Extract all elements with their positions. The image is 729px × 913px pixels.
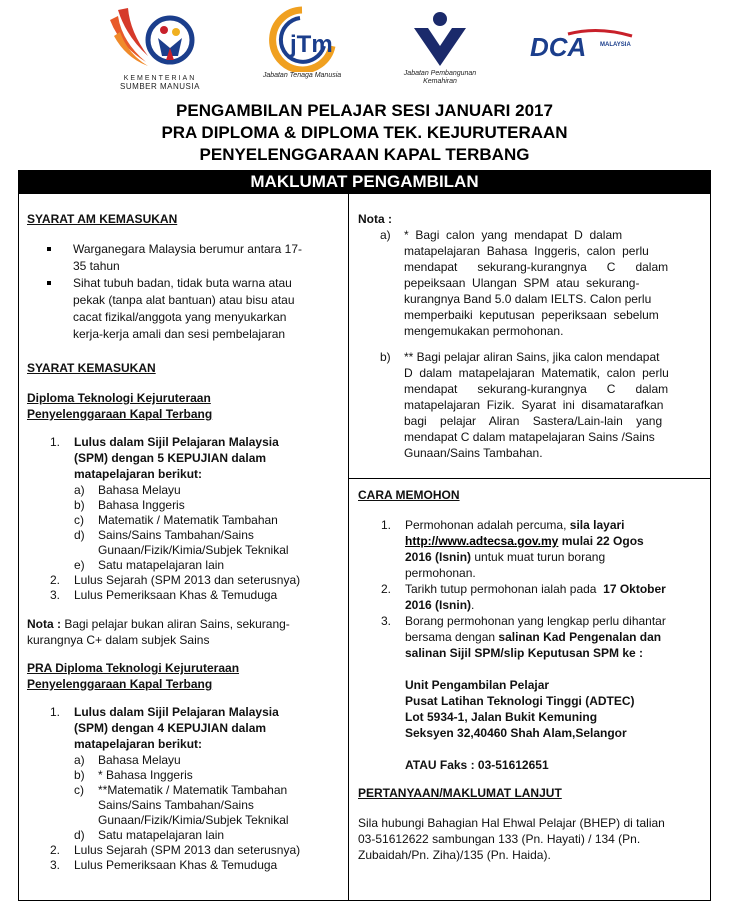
nota-a-line: * Bagi calon yang mendapat D dalam [404, 228, 623, 242]
diploma-item-1 [50, 435, 342, 483]
ksm-caption-line2: SUMBER MANUSIA [120, 82, 200, 91]
title-line-1: PENGAMBILAN PELAJAR SESI JANUARI 2017 [176, 101, 553, 120]
jtm-caption: Jabatan Tenaga Manusia [262, 72, 342, 79]
list-item [74, 528, 342, 543]
list-letter: d) [74, 828, 85, 842]
syarat-am-list [27, 242, 342, 344]
nota-a-line: memperbaiki keputusan peperiksaan sebelum [404, 308, 659, 322]
diploma-item-3 [50, 588, 342, 603]
subject-text: Bahasa Inggeris [98, 498, 185, 512]
subject-text: Gunaan/Fizik/Kimia/Subjek Teknikal [98, 813, 289, 827]
jpk-caption-line1: Jabatan Pembangunan [403, 70, 477, 77]
nota-b [358, 350, 700, 462]
syarat-am-heading: SYARAT AM KEMASUKAN [27, 212, 178, 226]
left-nota [27, 617, 342, 649]
diploma-subjects [74, 483, 342, 573]
pra-diploma-heading-2: Penyelenggaraan Kapal Terbang [27, 677, 213, 691]
list-letter: c) [74, 783, 84, 797]
dca-sub: MALAYSIA [600, 42, 631, 48]
cara-3-text: Borang permohonan yang lengkap perlu dihantar [405, 614, 666, 628]
cara-item-3 [381, 614, 702, 662]
cara-2-text: Tarikh tutup permohonan ialah pada [405, 582, 604, 596]
syarat-kemasukan-heading: SYARAT KEMASUKAN [27, 361, 156, 375]
nota-a-line: mendapat sekurang-kurangnya C dalam [404, 260, 669, 274]
subject-text: Gunaan/Fizik/Kimia/Subjek Teknikal [98, 543, 289, 557]
list-number: 3. [50, 588, 61, 602]
pra-item-1-line: matapelajaran berikut: [74, 737, 203, 751]
jtm-logo [252, 6, 352, 72]
cara-1-date-day: 2016 (Isnin) [405, 550, 472, 564]
diploma-item-3-text: Lulus Pemeriksaan Khas & Temuduga [74, 588, 278, 602]
pra-subjects [74, 753, 342, 843]
syarat-am-item-1 [73, 242, 342, 276]
list-number: 3. [50, 858, 61, 872]
cara-3-text: bersama dengan [405, 630, 499, 644]
dca-logo [528, 28, 638, 64]
address-line: Lot 5934-1, Jalan Bukit Kemuning [405, 710, 598, 724]
section-banner: MAKLUMAT PENGAMBILAN [18, 170, 711, 194]
list-number: 1. [50, 705, 61, 719]
syarat-am-line: cacat fizikal/anggota yang menyukarkan [73, 310, 287, 324]
list-item [98, 813, 342, 828]
subject-text: Matematik / Matematik Tambahan [98, 513, 278, 527]
cara-3-bold: salinan Sijil SPM/slip Keputusan SPM ke : [405, 646, 644, 660]
nota-label: Nota : [27, 617, 61, 631]
nota-a-line: kurangnya Band 5.0 dalam IELTS. Calon perlu [404, 292, 652, 306]
subject-text: Satu matapelajaran lain [98, 558, 225, 572]
nota-a-line: pepeiksaan Ulangan SPM atau sekurang- [404, 276, 640, 290]
pra-item-1-line: (SPM) dengan 4 KEPUJIAN dalam [74, 721, 267, 735]
nota-b-line: bagi pelajar Aliran Sastera/Lain-lain yang [404, 414, 663, 428]
nota-b-line: matapelajaran Fizik. Syarat ini disamatarafkan [404, 398, 664, 412]
nota-a [358, 228, 700, 340]
dca-mark: DCA [530, 32, 587, 62]
cara-3-bold: salinan Kad Pengenalan dan [498, 630, 662, 644]
subject-text: Sains/Sains Tambahan/Sains [98, 528, 254, 542]
address-line: Pusat Latihan Teknologi Tinggi (ADTEC) [405, 694, 635, 708]
nota-b-line: mendapat C dalam matapelajaran Sains /Sains [404, 430, 655, 444]
list-item [98, 798, 342, 813]
nota-text: Bagi pelajar bukan aliran Sains, sekurang- [61, 617, 290, 631]
nota-a-line: matapelajaran Bahasa Inggeris, calon perlu [404, 244, 649, 258]
cara-1-text: Permohonan adalah percuma, [405, 518, 570, 532]
right-column [358, 212, 702, 462]
list-item [74, 558, 342, 573]
list-number: 2. [50, 843, 61, 857]
pertanyaan-heading: PERTANYAAN/MAKLUMAT LANJUT [358, 786, 562, 800]
list-letter: a) [380, 228, 391, 242]
list-number: 1. [381, 518, 392, 532]
cara-1-text: permohonan. [405, 566, 476, 580]
pra-item-1-line: Lulus dalam Sijil Pelajaran Malaysia [74, 705, 279, 719]
jpk-caption [386, 70, 494, 86]
right-nota-label: Nota : [358, 212, 392, 226]
right-section-divider [348, 478, 710, 479]
pra-diploma-heading-1: PRA Diploma Teknologi Kejuruteraan [27, 661, 240, 675]
cara-item-2 [381, 582, 702, 614]
list-letter: c) [74, 513, 84, 527]
diploma-item-2 [50, 573, 342, 588]
bullet-icon [47, 247, 51, 251]
nota-b-line: mendapat sekurang-kurangnya C dalam [404, 382, 669, 396]
nota-b-line: D dalam matapelajaran Matematik, calon perlu [404, 366, 669, 380]
list-letter: a) [74, 753, 85, 767]
syarat-am-line: pekak (tanpa alat bantuan) atau bisu atau [73, 293, 295, 307]
diploma-list [27, 435, 342, 603]
pertanyaan-line: Sila hubungi Bahagian Hal Ehwal Pelajar (BHEP) di talian [358, 816, 665, 830]
jtm-mark: jTm [290, 31, 333, 58]
subject-text: **Matematik / Matematik Tambahan [98, 783, 288, 797]
diploma-item-1-line: matapelajaran berikut: [74, 467, 203, 481]
cara-1-date: mulai 22 Ogos [558, 534, 644, 548]
logo-strip [0, 0, 729, 96]
application-link[interactable]: http://www.adtecsa.gov.my [405, 534, 559, 548]
list-number: 2. [50, 573, 61, 587]
subject-text: Satu matapelajaran lain [98, 828, 225, 842]
list-item [74, 768, 342, 783]
fax-number: ATAU Faks : 03-51612651 [405, 758, 549, 772]
cara-2-text: . [471, 598, 475, 612]
cara-item-1 [381, 518, 702, 582]
list-letter: d) [74, 528, 85, 542]
jpk-caption-line2: Kemahiran [423, 78, 457, 85]
diploma-item-1-line: Lulus dalam Sijil Pelajaran Malaysia [74, 435, 279, 449]
ksm-caption-line1: KEMENTERIAN [123, 75, 197, 82]
diploma-item-2-text: Lulus Sejarah (SPM 2013 dan seterusnya) [74, 573, 301, 587]
diploma-item-1-line: (SPM) dengan 5 KEPUJIAN dalam [74, 451, 267, 465]
pra-item-3 [50, 858, 342, 873]
subject-text: Sains/Sains Tambahan/Sains [98, 798, 254, 812]
address-block [405, 678, 702, 742]
list-letter: b) [74, 768, 85, 782]
syarat-am-line: kerja-kerja amali dan sesi pembelajaran [73, 327, 286, 341]
address-line: Seksyen 32,40460 Shah Alam,Selangor [405, 726, 627, 740]
pra-item-2 [50, 843, 342, 858]
cara-2-date: 17 Oktober [603, 582, 666, 596]
syarat-am-line: Warganegara Malaysia berumur antara 17- [73, 242, 303, 256]
left-column [27, 212, 342, 873]
list-item [74, 783, 342, 798]
list-number: 3. [381, 614, 392, 628]
pertanyaan-line: 03-51612622 sambungan 133 (Pn. Hayati) / 134 (Pn. [358, 832, 641, 846]
pra-item-3-text: Lulus Pemeriksaan Khas & Temuduga [74, 858, 278, 872]
list-item [74, 483, 342, 498]
ksm-logo [108, 2, 208, 74]
cara-1-bold: sila layari [569, 518, 625, 532]
nota-text: kurangnya C+ dalam subjek Sains [27, 633, 210, 647]
list-item [74, 498, 342, 513]
nota-b-line: Gunaan/Sains Tambahan. [404, 446, 543, 460]
subject-text: * Bahasa Inggeris [98, 768, 193, 782]
list-item [74, 828, 342, 843]
list-letter: b) [380, 350, 391, 364]
cara-list [358, 518, 702, 774]
cara-2-date-day: 2016 (Isnin) [405, 598, 472, 612]
title-line-3: PENYELENGGARAAN KAPAL TERBANG [199, 145, 530, 164]
bullet-icon [47, 281, 51, 285]
list-item [74, 753, 342, 768]
syarat-am-item-2 [73, 276, 342, 344]
pra-item-1 [50, 705, 342, 753]
pra-item-2-text: Lulus Sejarah (SPM 2013 dan seterusnya) [74, 843, 301, 857]
nota-a-line: mengemukakan permohonan. [404, 324, 564, 338]
list-item [74, 513, 342, 528]
title-line-2: PRA DIPLOMA & DIPLOMA TEK. KEJURUTERAAN [161, 123, 568, 142]
subject-text: Bahasa Melayu [98, 483, 181, 497]
subject-text: Bahasa Melayu [98, 753, 181, 767]
diploma-heading-2: Penyelenggaraan Kapal Terbang [27, 407, 213, 421]
cara-1-text: untuk muat turun borang [471, 550, 606, 564]
cara-memohon-heading: CARA MEMOHON [358, 488, 460, 502]
list-item [98, 543, 342, 558]
pertanyaan-line: Zubaidah/Pn. Ziha)/135 (Pn. Haida). [358, 848, 551, 862]
syarat-am-line: Sihat tubuh badan, tidak buta warna atau [73, 276, 292, 290]
jpk-logo [410, 10, 470, 68]
list-letter: e) [74, 558, 85, 572]
pertanyaan-text [358, 816, 702, 864]
list-number: 1. [50, 435, 61, 449]
right-column-lower [358, 488, 702, 864]
ksm-caption [108, 75, 212, 91]
nota-b-line: ** Bagi pelajar aliran Sains, jika calon mendapat [404, 350, 660, 364]
syarat-am-line: 35 tahun [73, 259, 120, 273]
diploma-heading-1: Diploma Teknologi Kejuruteraan [27, 391, 211, 405]
pra-diploma-list [27, 705, 342, 873]
page-title [0, 100, 729, 166]
list-letter: b) [74, 498, 85, 512]
address-line: Unit Pengambilan Pelajar [405, 678, 550, 692]
list-letter: a) [74, 483, 85, 497]
column-divider [348, 194, 349, 901]
list-number: 2. [381, 582, 392, 596]
